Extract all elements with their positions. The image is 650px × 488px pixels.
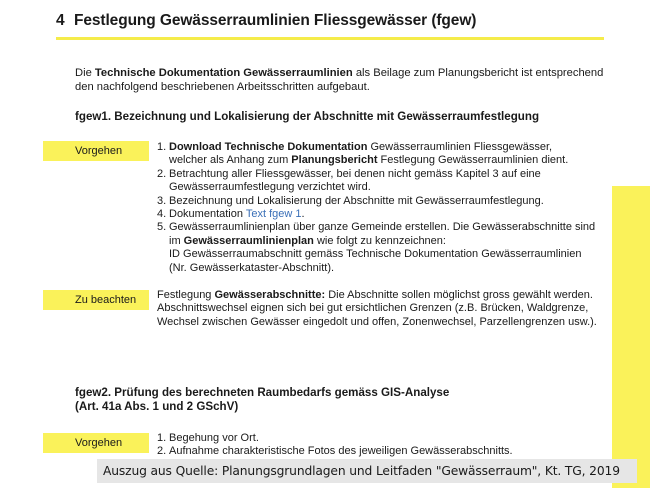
list-text: welcher als Anhang zum: [169, 154, 292, 167]
list-text: Gewässerraumlinienplan über ganze Gemeinde erstellen. Die Gewässerabschnitte sind: [169, 221, 596, 234]
source-caption: Auszug aus Quelle: Planungsgrundlagen und Leitfaden "Gewässerraum", Kt. TG, 2019: [97, 459, 637, 483]
fgew2-heading-line2: (Art. 41a Abs. 1 und 2 GSchV): [75, 400, 239, 413]
list-text: im: [169, 234, 184, 247]
note-bold: Gewässerabschnitte:: [214, 289, 326, 301]
list-text: Dokumentation: [169, 208, 246, 221]
list-text: Gewässerraumlinien Fliessgewässer,: [367, 141, 553, 153]
vorgehen-label-2: Vorgehen: [43, 433, 149, 453]
list-item: 1. Begehung vor Ort.: [157, 432, 259, 444]
list-item: 2. Aufnahme charakteristische Fotos des jeweiligen Gewässerabschnitts.: [157, 445, 513, 458]
list-text: Festlegung Gewässerraumlinien dient.: [377, 154, 569, 167]
intro-text-end: als Beilage zum Planungsbericht ist entsprechend den nachfolgend beschriebenen Arbeitsschritten aufgebaut.: [75, 67, 604, 93]
vorgehen-label-1: Vorgehen: [43, 141, 149, 161]
planungsbericht-bold: Planungsbericht: [291, 154, 378, 167]
heading-underline: [56, 37, 604, 40]
list-text: Aufnahme charakteristische Fotos des jeweiligen Gewässerabschnitts.: [169, 445, 513, 458]
note-text: Festlegung: [157, 289, 215, 301]
list-text: wie folgt zu kennzeichnen:: [313, 234, 446, 247]
fgew2-heading: [75, 386, 449, 414]
section-heading: [56, 12, 476, 30]
list-text: ID Gewässerraumabschnitt gemäss Technische Dokumentation Gewässerraumlinien: [169, 248, 582, 261]
fgew1-steps-list: [157, 141, 607, 275]
fgew2-steps-list: [157, 432, 607, 459]
list-item: 1. Download Technische Dokumentation Gewässerraumlinien Fliessgewässer, welcher als Anhang zum Planungsbericht Festlegung Gewässerraumlinien dient.: [157, 141, 569, 167]
list-text: Bezeichnung und Lokalisierung der Abschnitte mit Gewässerraumfestlegung.: [169, 194, 544, 207]
note-paragraph: [157, 289, 607, 329]
intro-paragraph: [75, 66, 605, 94]
intro-bold: Technische Dokumentation Gewässerraumlinien: [94, 67, 353, 79]
list-item: 4. Dokumentation Text fgew 1.: [157, 208, 305, 221]
list-text: Betrachtung aller Fliessgewässer, bei denen nicht gemäss Kapitel 3 auf eine Gewässerraumfestlegung verzichtet wird.: [169, 167, 541, 194]
list-text: Begehung vor Ort.: [169, 432, 259, 444]
download-doc-bold: Download Technische Dokumentation: [169, 141, 368, 153]
fgew1-heading: fgew1. Bezeichnung und Lokalisierung der Abschnitte mit Gewässerraumfestlegung: [75, 110, 540, 123]
text-fgew1-link[interactable]: Text fgew 1: [245, 208, 302, 221]
note-text-end: Die Abschnitte sollen möglichst gross gewählt werden. Abschnittswechsel eignen sich bei gut ersichtlichen Grenzen (z.B. Brücken, Waldgrenze, Wechsel zwischen Gewässer eingedolt und offen, Zonenwechsel, Parzellengrenzen usw.).: [157, 289, 597, 328]
list-text: (Nr. Gewässerkataster-Abschnitt).: [169, 261, 335, 274]
section-number: 4: [56, 12, 65, 29]
list-item: 3. Bezeichnung und Lokalisierung der Abschnitte mit Gewässerraumfestlegung.: [157, 194, 544, 207]
zu-beachten-label: Zu beachten: [43, 290, 149, 310]
plan-bold: Gewässerraumlinienplan: [183, 234, 314, 247]
list-item: 5. Gewässerraumlinienplan über ganze Gemeinde erstellen. Die Gewässerabschnitte sind im Gewässerraumlinienplan wie folgt zu kennzeichnen: ID Gewässerraumabschnitt gemäss Technische Dokumentation Gewässerraumlinien (Nr. Gewässerkataster-Abschnitt).: [157, 221, 596, 274]
list-item: 2. Betrachtung aller Fliessgewässer, bei denen nicht gemäss Kapitel 3 auf eine Gewässerraumfestlegung verzichtet wird.: [157, 167, 541, 194]
sidebar-yellow-bar: [612, 186, 650, 488]
intro-text: Die: [75, 67, 95, 79]
list-text: .: [301, 208, 305, 221]
fgew2-heading-line1: fgew2. Prüfung des berechneten Raumbedarfs gemäss GIS-Analyse: [75, 386, 450, 399]
section-title: Festlegung Gewässerraumlinien Fliessgewässer (fgew): [74, 12, 477, 29]
